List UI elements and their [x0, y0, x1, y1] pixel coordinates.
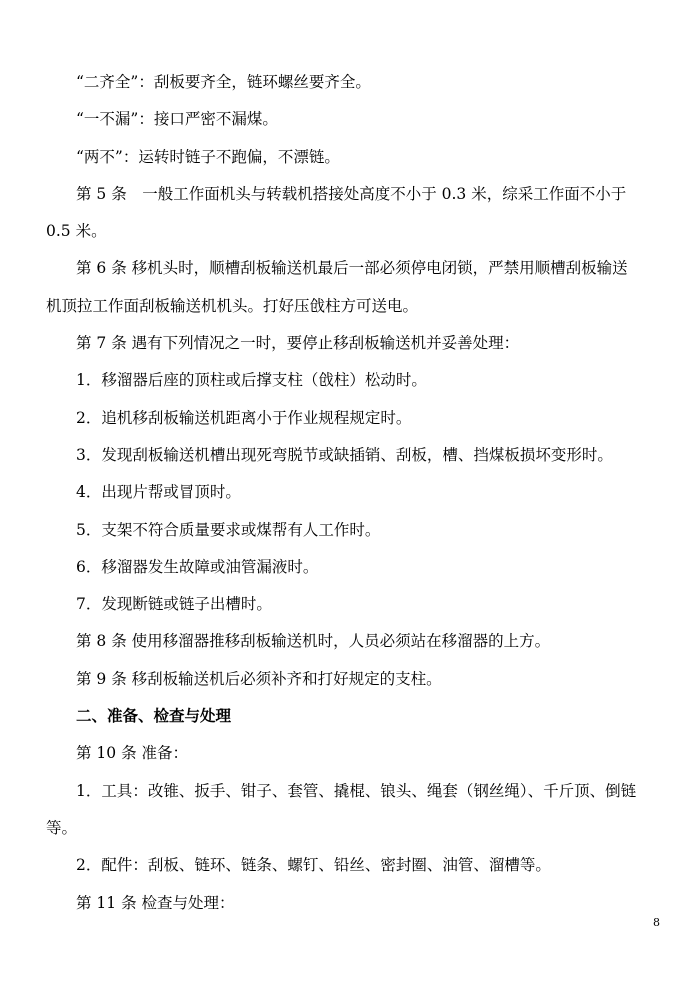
article-6-line-2: 机顶拉工作面刮板输送机机头。打好压戗柱方可送电。: [46, 296, 419, 315]
document-body: [46, 64, 642, 922]
text-line-requirement-two-complete: “二齐全”：刮板要齐全，链环螺丝要齐全。: [76, 73, 371, 91]
list-item-1: 1．移溜器后座的顶柱或后撑支柱（戗柱）松动时。: [76, 371, 427, 390]
article-5-line-1: 第 5 条 一般工作面机头与转载机搭接处高度不小于 0.3 米，综采工作面不小于: [76, 184, 627, 203]
article-9: 第 9 条 移刮板输送机后必须补齐和打好规定的支柱。: [76, 669, 442, 688]
article-7-heading: 第 7 条 遇有下列情况之一时，要停止移刮板输送机并妥善处理：: [76, 334, 520, 353]
article-6-line-1: 第 6 条 移机头时，顺槽刮板输送机最后一部必须停电闭锁，严禁用顺槽刮板输送: [76, 259, 628, 278]
text-line-requirement-no-leak: “一不漏”：接口严密不漏煤。: [76, 110, 278, 129]
list-item-6: 6．移溜器发生故障或油管漏液时。: [76, 557, 319, 576]
article-8: 第 8 条 使用移溜器推移刮板输送机时，人员必须站在移溜器的上方。: [76, 632, 551, 651]
article-11-heading: 第 11 条 检查与处理：: [76, 893, 235, 912]
list-item-3: 3．发现刮板输送机槽出现死弯脱节或缺插销、刮板，槽、挡煤板损坏变形时。: [76, 445, 613, 464]
article-10-heading: 第 10 条 准备：: [76, 744, 189, 763]
list-item-7: 7．发现断链或链子出槽时。: [76, 595, 272, 614]
parts-line: 2．配件：刮板、链环、链条、螺钉、铅丝、密封圈、油管、溜槽等。: [76, 856, 551, 875]
text-line-requirement-two-nots: “两不”：运转时链子不跑偏，不漂链。: [76, 147, 340, 166]
tools-line-2: 等。: [46, 818, 78, 837]
list-item-2: 2．追机移刮板输送机距离小于作业规程规定时。: [76, 408, 412, 427]
tools-line-1: 1．工具：改锥、扳手、钳子、套管、撬棍、锒头、绳套（钢丝绳）、千斤顶、倒链: [76, 781, 637, 800]
section-heading-preparation: 二、准备、检查与处理: [76, 707, 232, 726]
list-item-5: 5．支架不符合质量要求或煤帮有人工作时。: [76, 520, 381, 539]
article-5-line-2: 0.5 米。: [46, 222, 107, 241]
page-number: 8: [653, 916, 660, 929]
list-item-4: 4．出现片帮或冒顶时。: [76, 483, 241, 502]
